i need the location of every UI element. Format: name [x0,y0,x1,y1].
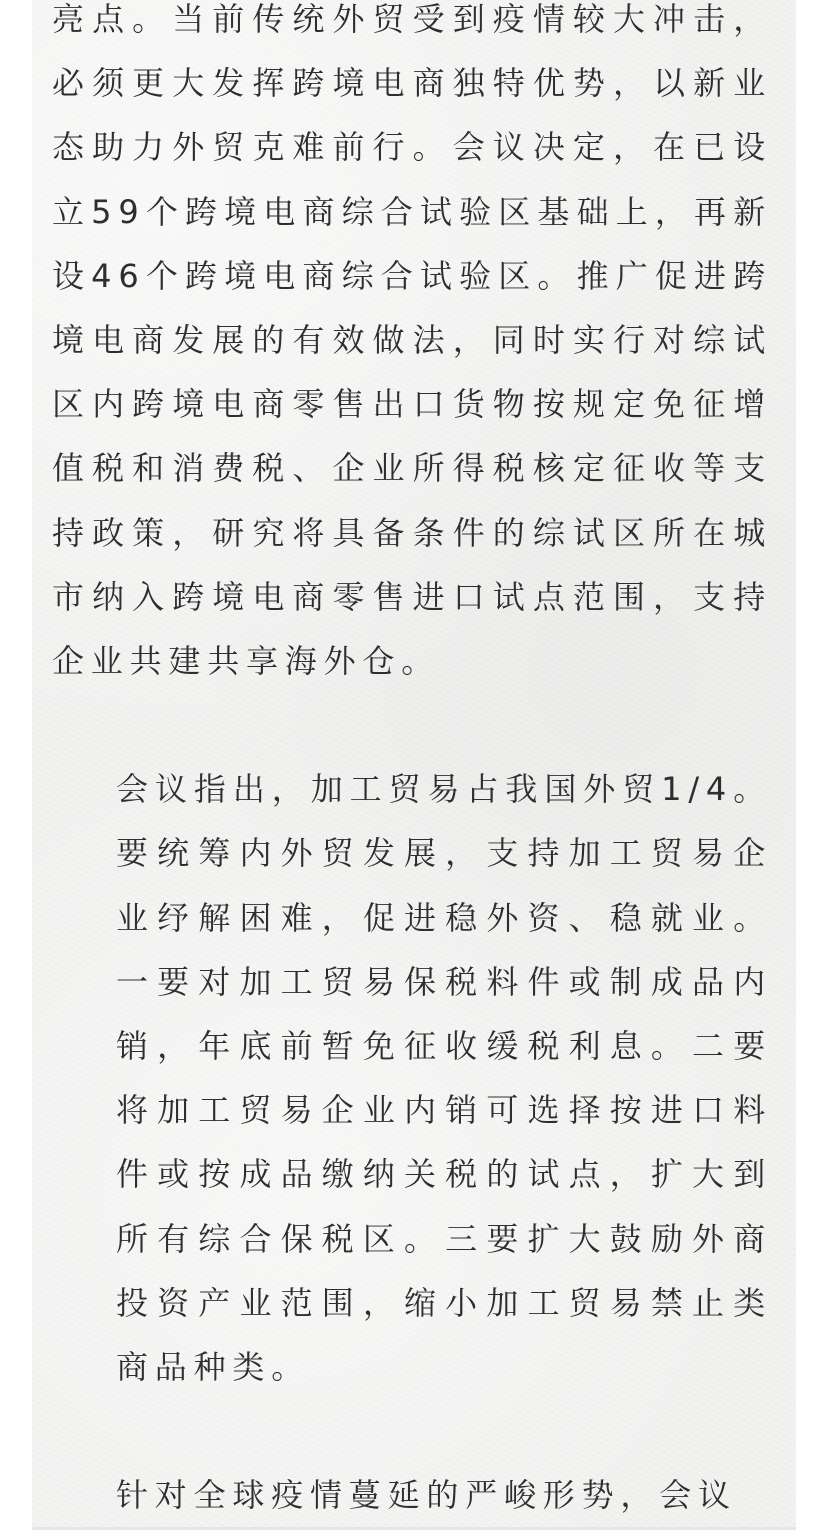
article-paragraph-2: 会议指出，加工贸易占我国外贸1/4。要统筹内外贸发展，支持加工贸易企业纾解困难，促进稳外资、稳就业。一要对加工贸易保税料件或制成品内销，年底前暂免征收缓税利息。二要将加工贸易企业内销可选择按进口料件或按成品缴纳关税的试点，扩大到所有综合保税区。三要扩大鼓励外商投资产业范围，缩小加工贸易禁止类商品种类。 [116,770,772,1387]
article-body [52,0,772,1527]
article-paragraph-3: 针对全球疫情蔓延的严峻形势，会议 [116,1476,737,1515]
paragraph-spacer [52,693,772,757]
article-paragraph-1: 亮点。当前传统外贸受到疫情较大冲击，必须更大发挥跨境电商独特优势，以新业态助力外贸克难前行。会议决定，在已设立59个跨境电商综合试验区基础上，再新设46个跨境电商综合试验区。推广促进跨境电商发展的有效做法，同时实行对综试区内跨境电商零售出口货物按规定免征增值税和消费税、企业所得税核定征收等支持政策，研究将具备条件的综试区所在城市纳入跨境电商零售进口试点范围，支持企业共建共享海外仓。 [52,0,772,681]
paragraph-spacer [52,1399,772,1463]
